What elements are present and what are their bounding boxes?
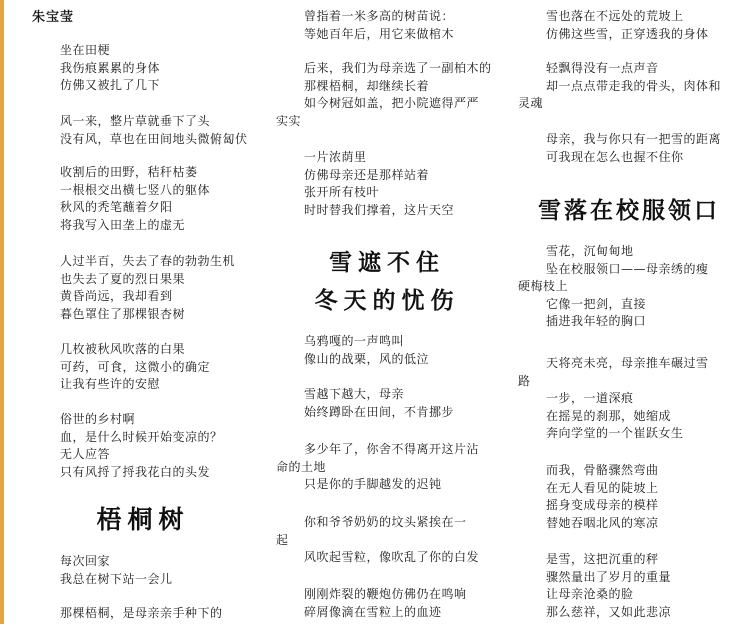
verse-line: 一步，一道深痕 <box>546 391 634 405</box>
verse-line: 没有风，草也在田间地头微俯匐伏 <box>60 131 248 146</box>
verse-line: 曾指着一米多高的树苗说： <box>304 9 455 23</box>
verse-line: 收割后的田野，秸秆枯萎 <box>60 165 198 179</box>
verse-line: 那么慈祥，又如此悲凉 <box>546 604 672 619</box>
stanza <box>518 60 740 113</box>
verse-line: 灵魂 <box>518 96 544 110</box>
poem-title: 梧桐树 <box>96 505 190 534</box>
verse-line: 仿佛母亲还是那样站着 <box>304 167 430 182</box>
verse-line: 摇身变成母亲的模样 <box>546 498 659 512</box>
verse-line: 仿佛又被扎了几下 <box>60 78 161 92</box>
verse-line: 那棵梧桐，却继续长着 <box>304 78 430 93</box>
verse-line: 一根根交出横七竖八的躯体 <box>60 182 211 197</box>
verse-line: 坐在田梗 <box>60 43 111 57</box>
verse-line: 风吹起雪粒，像吹乱了你的白发 <box>304 550 480 564</box>
stanza <box>518 462 740 532</box>
stanza <box>518 8 740 43</box>
verse-line: 雪越下越大，母亲 <box>304 387 405 401</box>
poem-title: 雪落在校服领口 <box>538 197 720 224</box>
verse-line: 它像一把剑，直接 <box>546 296 647 311</box>
verse-line: 人过半百，失去了春的勃勃生机 <box>60 254 236 268</box>
stanza <box>32 253 254 323</box>
verse-line: 天将亮未亮，母亲推车碾过雪 <box>546 356 709 370</box>
verse-line: 是雪，这把沉重的秤 <box>546 552 659 566</box>
verse-line: 几枚被秋风吹落的白果 <box>60 342 186 356</box>
verse-line: 张开所有枝叶 <box>304 185 380 199</box>
stanza <box>32 411 254 481</box>
verse-line: 那棵梧桐，是母亲亲手种下的 <box>60 606 223 620</box>
verse-line: 也失去了夏的烈日果果 <box>60 271 186 286</box>
stanza <box>32 341 254 394</box>
verse-line: 血，是什么时候开始变凉的？ <box>60 429 223 444</box>
verse-line: 暮色罩住了那棵银杏树 <box>60 306 186 321</box>
stanza <box>32 113 254 148</box>
verse-line: 母亲，我与你只有一把雪的距离 <box>546 132 722 146</box>
stanza <box>276 386 498 421</box>
poem-title: 冬天的忧伤 <box>314 287 460 314</box>
verse-line: 插进我年轻的胸口 <box>546 314 647 328</box>
stanza <box>32 553 254 588</box>
verse-line: 时时替我们撑着，这片天空 <box>304 202 455 217</box>
verse-line: 可我现在怎么也握不住你 <box>546 149 684 164</box>
verse-line: 路 <box>518 373 531 388</box>
verse-line: 实实 <box>276 113 302 128</box>
verse-line: 后来，我们为母亲选了一副柏木的 <box>304 61 492 75</box>
verse-line: 雪花，沉甸甸地 <box>546 244 634 258</box>
stanza <box>276 333 498 368</box>
verse-line: 轻飘得没有一点声音 <box>546 61 659 75</box>
stanza <box>276 586 498 621</box>
stanza <box>518 131 740 166</box>
author-name: 朱宝莹 <box>32 10 75 25</box>
verse-line: 无人应答 <box>60 447 111 461</box>
column-3 <box>518 0 740 624</box>
verse-line: 而我，骨骼骤然弯曲 <box>546 463 659 477</box>
verse-line: 等她百年后，用它来做棺木 <box>304 26 455 41</box>
stanza <box>32 164 254 234</box>
verse-line: 刚刚炸裂的鞭炮仿佛仍在鸣响 <box>304 587 467 601</box>
verse-line: 在摇晃的刹那，她缩成 <box>546 408 672 423</box>
verse-line: 乌鸦嘎的一声鸣叫 <box>304 334 405 348</box>
verse-line: 在无人看见的陡坡上 <box>546 480 659 495</box>
verse-line: 将我写入田垄上的虚无 <box>60 217 186 232</box>
verse-line: 骤然量出了岁月的重量 <box>546 569 672 584</box>
stanza <box>276 8 498 43</box>
verse-line: 黄昏尚远，我却看到 <box>60 289 173 303</box>
column-1 <box>32 0 254 624</box>
stanza <box>32 605 254 623</box>
poem-title: 雪遮不住 <box>329 249 445 276</box>
verse-line: 雪也落在不远处的荒坡上 <box>546 9 684 23</box>
verse-line: 让母亲沧桑的脸 <box>546 587 634 601</box>
verse-line: 仿佛这些雪，正穿透我的身体 <box>546 26 709 41</box>
verse-line: 秋风的秃笔蘸着夕阳 <box>60 200 173 214</box>
verse-line: 我总在树下站一会儿 <box>60 571 173 586</box>
stanza <box>518 243 740 331</box>
verse-line: 可药，可食，这微小的确定 <box>60 359 211 374</box>
verse-line: 像山的战栗，风的低泣 <box>304 351 430 366</box>
stanza <box>276 149 498 219</box>
verse-line: 命的土地 <box>276 459 327 474</box>
verse-line: 如今树冠如盖，把小院遮得严严 <box>304 96 480 110</box>
verse-line: 只是你的手脚越发的迟钝 <box>304 477 442 491</box>
column-2 <box>276 0 498 624</box>
verse-line: 让我有些许的安慰 <box>60 377 161 391</box>
verse-line: 坠在校服领口——母亲绣的瘦 <box>546 261 709 276</box>
stanza <box>32 42 254 95</box>
verse-line: 硬梅枝上 <box>518 279 569 293</box>
verse-line: 却一点点带走我的骨头，肉体和 <box>546 78 722 93</box>
verse-line: 始终蹲卧在田间，不肯挪步 <box>304 404 455 419</box>
verse-line: 你和爷爷奶奶的坟头紧挨在一 <box>304 515 467 529</box>
stanza <box>276 441 498 494</box>
verse-line: 碎屑像滴在雪粒上的血迹 <box>304 604 442 619</box>
verse-line: 我伤痕累累的身体 <box>60 60 161 75</box>
stanza <box>276 514 498 567</box>
stanza <box>518 355 740 443</box>
stanza <box>276 60 498 130</box>
verse-line: 奔向学堂的一个崔跃女生 <box>546 426 684 440</box>
verse-line: 只有风捋了捋我花白的头发 <box>60 464 211 479</box>
accent-rule <box>0 0 4 624</box>
verse-line: 一片浓荫里 <box>304 150 367 164</box>
verse-line: 风一来，整片草就垂下了头 <box>60 114 211 128</box>
verse-line: 俗世的乡村啊 <box>60 412 136 426</box>
verse-line: 每次回家 <box>60 554 111 568</box>
stanza <box>518 551 740 621</box>
verse-line: 起 <box>276 532 289 547</box>
verse-line: 替她吞咽北风的寒凉 <box>546 515 659 530</box>
verse-line: 多少年了，你舍不得离开这片沾 <box>304 442 480 456</box>
